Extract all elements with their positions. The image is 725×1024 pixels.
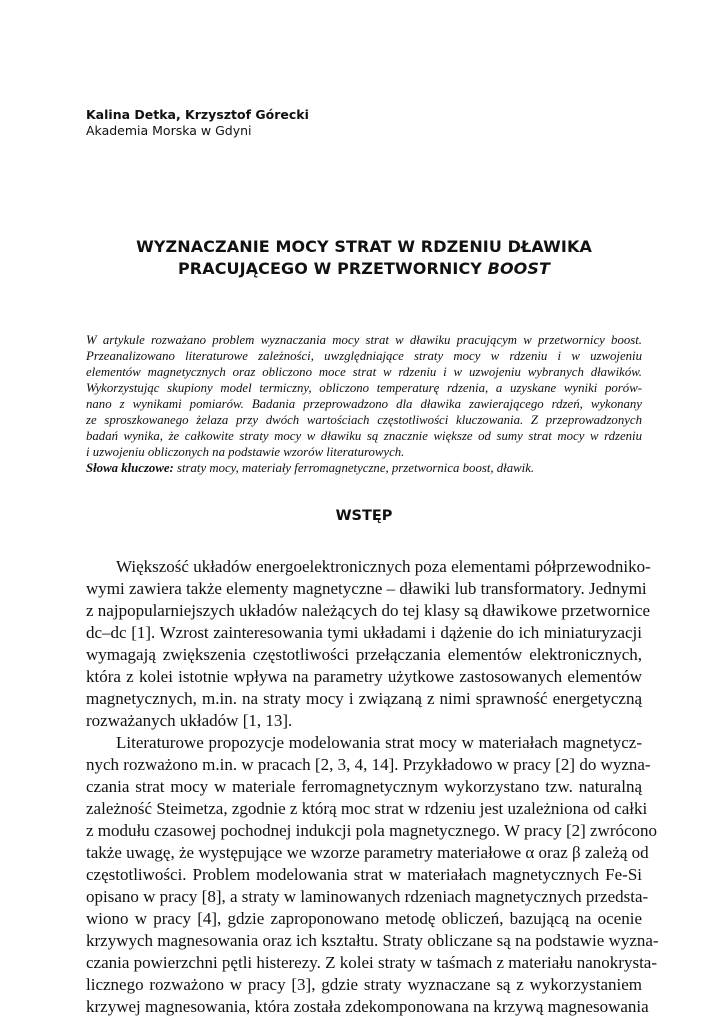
abstract-line: ze sproszkowanego żelaza przy dwóch wartościach częstotliwości kluczowania. Z przeprowadzonych — [86, 413, 642, 427]
body-line: licznego rozważono w pracy [3], gdzie straty wyznaczane są z wykorzystaniem — [86, 975, 642, 994]
body-line: czania powierzchni pętli histerezy. Z kolei straty w taśmach z materiału nanokrysta- — [86, 953, 658, 972]
abstract-line: nano z wynikami pomiarów. Badania przeprowadzono dla dławika zawierającego rdzeń, wykonany — [86, 397, 642, 411]
body-line: zależność Steimetza, zgodnie z którą moc strat w rdzeniu jest uzależniona od całki — [86, 799, 648, 818]
abstract-line: badań wynika, że całkowite straty mocy w dławiku są znacznie większe od sumy strat mocy w rdzeniu — [86, 429, 642, 443]
section-heading: WSTĘP — [335, 508, 393, 524]
body-line: która z kolei istotnie wpływa na parametry użytkowe zastosowanych elementów — [86, 667, 642, 686]
body-line: opisano w pracy [8], a straty w laminowanych rdzeniach magnetycznych przedsta- — [86, 887, 649, 906]
abstract-line: Przeanalizowano literaturowe zależności, uwzględniające straty mocy w rdzeniu i w uzwojeniu — [86, 349, 642, 363]
keywords-label: Słowa kluczowe: — [86, 461, 174, 475]
abstract-line: i uzwojeniu obliczonych na podstawie wzorów literaturowych. — [86, 445, 405, 459]
abstract-line: W artykule rozważano problem wyznaczania mocy strat w dławiku pracującym w przetwornicy boost. — [86, 333, 642, 347]
body-line: wiono w pracy [4], gdzie zaproponowano metodę obliczeń, bazującą na ocenie — [86, 909, 642, 928]
body-line: rozważanych układów [1, 13]. — [86, 711, 293, 730]
body-line: wymagają zwiększenia częstotliwości przełączania elementów elektronicznych, — [86, 645, 642, 664]
authors: Kalina Detka, Krzysztof Górecki — [86, 107, 309, 122]
body-line: dc–dc [1]. Wzrost zainteresowania tymi układami i dążenie do ich miniaturyzacji — [86, 623, 642, 642]
body-line: częstotliwości. Problem modelowania strat w materiałach magnetycznych Fe-Si — [86, 865, 642, 884]
keywords-text: straty mocy, materiały ferromagnetyczne, przetwornica boost, dławik. — [173, 461, 535, 475]
abstract-line: Wykorzystując skupiony model termiczny, obliczono temperaturę rdzenia, a uzyskane wyniki porów- — [86, 381, 642, 395]
body-line: krzywych magnesowania oraz ich kształtu. Straty obliczane są na podstawie wyzna- — [86, 931, 659, 950]
keywords — [86, 461, 642, 476]
paper-title-line-1: WYZNACZANIE MOCY STRAT W RDZENIU DŁAWIKA — [136, 237, 592, 256]
paper-title-line-2 — [86, 259, 642, 278]
abstract-line: elementów magnetycznych oraz obliczono moce strat w rdzeniu i w uzwojeniu wybranych dławików. — [86, 365, 642, 379]
body-line: także uwagę, że występujące we wzorze parametry materiałowe α oraz β zależą od — [86, 843, 649, 862]
body-line: nych rozważono m.in. w pracach [2, 3, 4, 14]. Przykładowo w pracy [2] do wyzna- — [86, 755, 651, 774]
paper-title-line-2-main: PRACUJĄCEGO W PRZETWORNICY — [177, 259, 488, 278]
body-line: czania strat mocy w materiale ferromagnetycznym wykorzystano tzw. naturalną — [86, 777, 642, 796]
paper-title-boost: BOOST — [487, 259, 551, 278]
body-line: Literaturowe propozycje modelowania strat mocy w materiałach magnetycz- — [116, 733, 642, 752]
body-line: z najpopularniejszych układów należących do tej klasy są dławikowe przetwornice — [86, 601, 651, 620]
body-line: krzywej magnesowania, która została zdekomponowana na krzywą magnesowania — [86, 997, 649, 1016]
body-line: magnetycznych, m.in. na straty mocy i związaną z nimi sprawność energetyczną — [86, 689, 642, 708]
affiliation: Akademia Morska w Gdyni — [86, 123, 252, 138]
body-line: z modułu czasowej pochodnej indukcji pola magnetycznego. W pracy [2] zwrócono — [86, 821, 658, 840]
body-line: Większość układów energoelektronicznych poza elementami półprzewodniko- — [116, 557, 651, 576]
body-line: wymi zawiera także elementy magnetyczne – dławiki lub transformatory. Jednymi — [86, 579, 647, 598]
